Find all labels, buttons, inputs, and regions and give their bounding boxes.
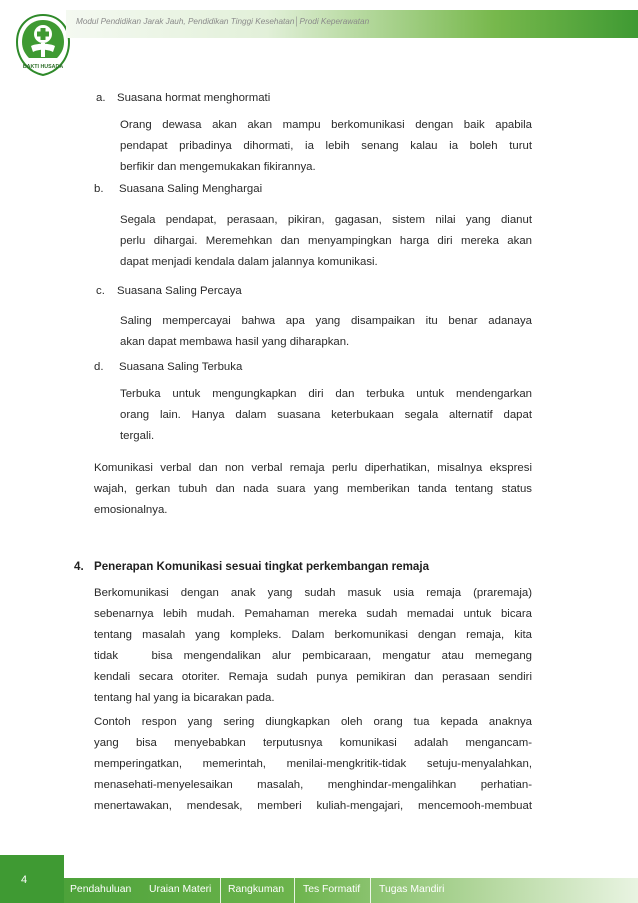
- nav-tugas-mandiri[interactable]: Tugas Mandiri: [379, 884, 445, 895]
- item-text: Segala pendapat, perasaan, pikiran, gagasan, sistem nilai yang dianut perlu dihargai. Meremehkan dan menyampingkan harga diri mereka akan dapat menjadi kendala dalam jalannya komunikasi.: [120, 214, 532, 268]
- section-number: 4.: [74, 560, 84, 573]
- summary-paragraph: Komunikasi verbal dan non verbal remaja perlu diperhatikan, misalnya ekspresi wajah, gerkan tubuh dan nada suara yang memberikan tanda tentang status emosionalnya.: [94, 462, 532, 516]
- item-heading: [96, 285, 242, 297]
- nav-tes-formatif[interactable]: Tes Formatif: [303, 884, 361, 895]
- section-paragraph-1: Berkomunikasi dengan anak yang sudah masuk usia remaja (praremaja) sebenarnya lebih mudah. Pemahaman mereka sudah memadai untuk bicara tentang masalah yang kompleks. Dalam berkomunikasi dengan remaja, kita tidak bisa mengendalikan alur pembicaraan, mengatur atau memegang kendali secara otoriter. Remaja sudah punya pemikiran dan perasaan sendiri tentang hal yang ia bicarakan pada.: [94, 587, 532, 704]
- item-text: Terbuka untuk mengungkapkan diri dan terbuka untuk mendengarkan orang lain. Hanya dalam suasana keterbukaan segala alternatif dapat tergali.: [120, 388, 532, 442]
- item-title: Suasana hormat menghormati: [117, 92, 271, 104]
- item-heading: [94, 183, 262, 195]
- page-number: 4: [21, 874, 28, 886]
- nav-divider: [220, 878, 221, 903]
- item-text: Orang dewasa akan akan mampu berkomunikasi dengan baik apabila pendapat pribadinya dihormati, ia lebih senang kalau ia boleh turut berfikir dan mengemukakan fikirannya.: [120, 119, 532, 173]
- item-label: b.: [94, 183, 104, 195]
- nav-divider: [370, 878, 371, 903]
- item-label: a.: [96, 92, 106, 104]
- item-heading: [94, 361, 242, 373]
- item-title: Suasana Saling Percaya: [117, 285, 242, 297]
- footer-page-block: [0, 855, 64, 903]
- item-title: Suasana Saling Menghargai: [119, 183, 263, 195]
- item-text: Saling mempercayai bahwa apa yang disampaikan itu benar adanaya akan dapat membawa hasil yang diharapkan.: [120, 315, 532, 348]
- header-title: Modul Pendidikan Jarak Jauh, Pendidikan Tinggi Kesehatan│Prodi Keperawatan: [76, 17, 370, 26]
- section-title: Penerapan Komunikasi sesuai tingkat perkembangan remaja: [94, 560, 430, 573]
- section-paragraph-2: Contoh respon yang sering diungkapkan oleh orang tua kepada anaknya yang bisa menyebabkan terputusnya komunikasi adalah mengancam- memperingatkan, memerintah, menilai-mengkritik-tidak setuju-menyalahkan, menasehati-menyelesaikan masalah, menghindar-mengalihkan perhatian- menertawakan, mendesak, memberi kuliah-mengajari, mencemooh-membuat: [94, 716, 532, 812]
- item-title: Suasana Saling Terbuka: [119, 361, 243, 373]
- svg-text:BAKTI HUSADA: BAKTI HUSADA: [22, 64, 64, 70]
- nav-uraian-materi[interactable]: Uraian Materi: [149, 884, 212, 895]
- nav-pendahuluan[interactable]: Pendahuluan: [70, 884, 132, 895]
- item-heading: [96, 92, 270, 104]
- item-label: d.: [94, 361, 104, 373]
- nav-rangkuman[interactable]: Rangkuman: [228, 884, 285, 895]
- section-heading: [74, 560, 429, 573]
- nav-divider: [294, 878, 295, 903]
- item-label: c.: [96, 285, 105, 297]
